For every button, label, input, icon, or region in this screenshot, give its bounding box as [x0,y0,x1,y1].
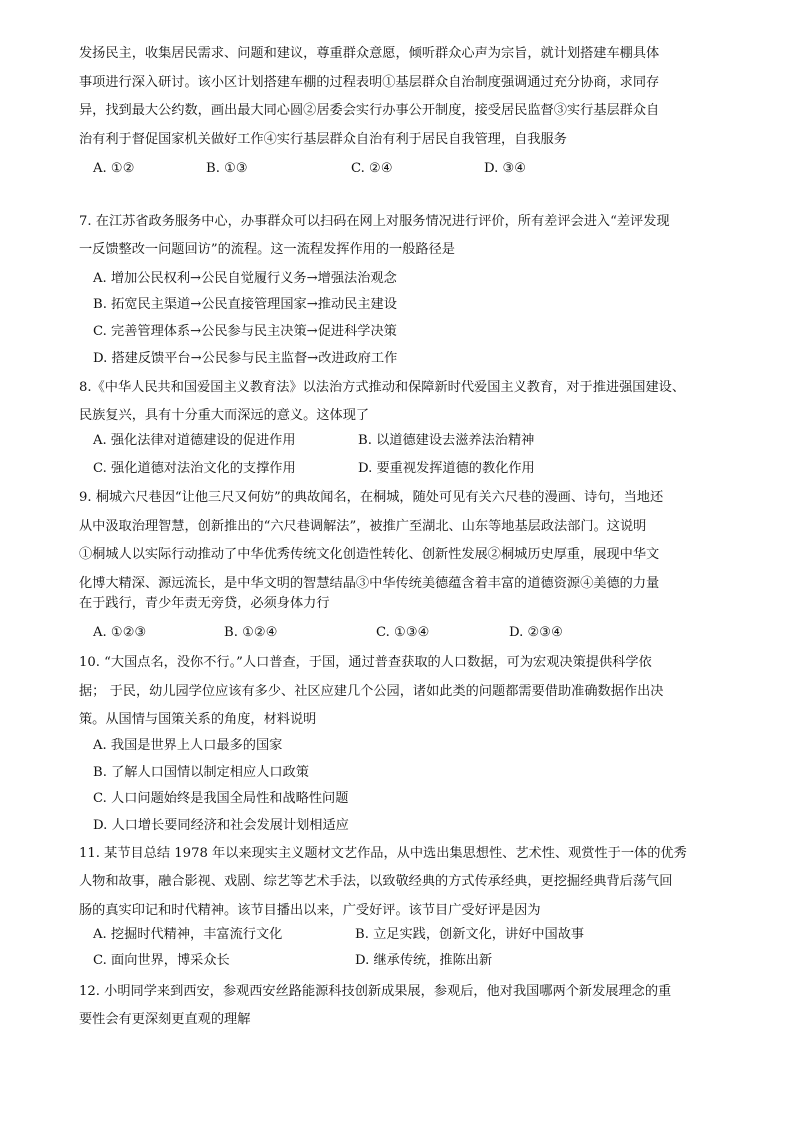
q7-line-1: 7. 在江苏省政务服务中心，办事群众可以扫码在网上对服务情况进行评价，所有差评会进入“差评发现 [79,214,670,229]
q10-option-b: B. 了解人口国情以制定相应人口政策 [93,765,309,780]
q11-option-c: C. 面向世界，博采众长 [93,953,230,968]
q9-option-d: D. ②③④ [509,625,563,640]
q7-option-d: D. 搭建反馈平台→公民参与民主监督→改进政府工作 [93,351,398,366]
q8-option-b: B. 以道德建设去滋养法治精神 [358,433,535,448]
q6-line-2: 事项进行深入研讨。该小区计划搭建车棚的过程表明①基层群众自治制度强调通过充分协商，求同存 [79,75,660,90]
q9-line-4: 化博大精深、源远流长，是中华文明的智慧结晶③中华传统美德蕴含着丰富的道德资源④美德的力量 [79,576,660,591]
q10-line-3: 策。从国情与国策关系的角度，材料说明 [79,712,317,727]
q10-line-2: 据； 于民，幼儿园学位应该有多少、社区应建几个公园，诸如此类的问题都需要借助准确数据作出决 [79,684,664,699]
q10-option-d: D. 人口增长要同经济和社会发展计划相适应 [93,818,349,833]
q7-line-2: 一反馈整改一问题回访”的流程。这一流程发挥作用的一般路径是 [79,242,455,257]
q6-option-b: B. ①③ [206,161,248,176]
q11-option-a: A. 挖掘时代精神，丰富流行文化 [93,927,283,942]
q6-option-d: D. ③④ [484,161,527,176]
q9-line-3: ①桐城人以实际行动推动了中华优秀传统文化创造性转化、创新性发展②桐城历史厚重，展现中华文 [79,547,660,562]
q11-line-1: 11. 某节目总结 1978 年以来现实主义题材文艺作品，从中选出集思想性、艺术性、观赏性于一体的优秀 [79,846,687,861]
q8-line-2: 民族复兴，具有十分重大而深远的意义。这体现了 [79,408,370,423]
q8-option-a: A. 强化法律对道德建设的促进作用 [93,433,296,448]
q9-line-5: 在于践行，青少年责无旁贷，必须身体力行 [79,596,330,611]
q6-line-4: 治有利于督促国家机关做好工作④实行基层群众自治有利于居民自我管理，自我服务 [79,132,567,147]
q12-line-2: 要性会有更深刻更直观的理解 [79,1012,251,1027]
q10-option-a: A. 我国是世界上人口最多的国家 [93,738,283,753]
q12-line-1: 12. 小明同学来到西安，参观西安丝路能源科技创新成果展，参观后，他对我国哪两个新发展理念的重 [79,984,672,999]
q10-line-1: 10. “大国点名，没你不行。”人口普查，于国，通过普查获取的人口数据，可为宏观决策提供科学依 [79,655,652,670]
q8-option-d: D. 要重视发挥道德的教化作用 [358,461,535,476]
q8-line-1: 8.《中华人民共和国爱国主义教育法》以法治方式推动和保障新时代爱国主义教育，对于推进强国建设、 [79,380,686,395]
q9-option-a: A. ①②③ [93,625,147,640]
q6-option-c: C. ②④ [351,161,393,176]
q6-line-3: 异，找到最大公约数，画出最大同心圆②居委会实行办事公开制度，接受居民监督③实行基层群众自 [79,103,660,118]
q9-option-c: C. ①③④ [376,625,430,640]
q11-option-b: B. 立足实践，创新文化，讲好中国故事 [355,927,585,942]
q6-option-a: A. ①② [93,161,135,176]
q11-line-3: 肠的真实印记和时代精神。该节目播出以来，广受好评。该节目广受好评是因为 [79,903,541,918]
q6-line-1: 发扬民主，收集居民需求、问题和建议，尊重群众意愿，倾听群众心声为宗旨，就计划搭建车棚具体 [79,46,660,61]
q8-option-c: C. 强化道德对法治文化的支撑作用 [93,461,296,476]
q7-option-c: C. 完善管理体系→公民参与民主决策→促进科学决策 [93,324,397,339]
q10-option-c: C. 人口问题始终是我国全局性和战略性问题 [93,791,349,806]
q9-line-2: 从中汲取治理智慧，创新推出的“六尺巷调解法”，被推广至湖北、山东等地基层政法部门。这说明 [79,519,647,534]
q7-option-b: B. 拓宽民主渠道→公民直接管理国家→推动民主建设 [93,297,397,312]
q11-line-2: 人物和故事，融合影视、戏剧、综艺等艺术手法，以致敬经典的方式传承经典，更挖掘经典背后荡气回 [79,874,673,889]
q9-option-b: B. ①②④ [224,625,278,640]
q11-option-d: D. 继承传统，推陈出新 [355,953,493,968]
q7-option-a: A. 增加公民权利→公民自觉履行义务→增强法治观念 [93,271,397,286]
q9-line-1: 9. 桐城六尺巷因“让他三尺又何妨”的典故闻名，在桐城，随处可见有关六尺巷的漫画、诗句，当地还 [79,490,664,505]
